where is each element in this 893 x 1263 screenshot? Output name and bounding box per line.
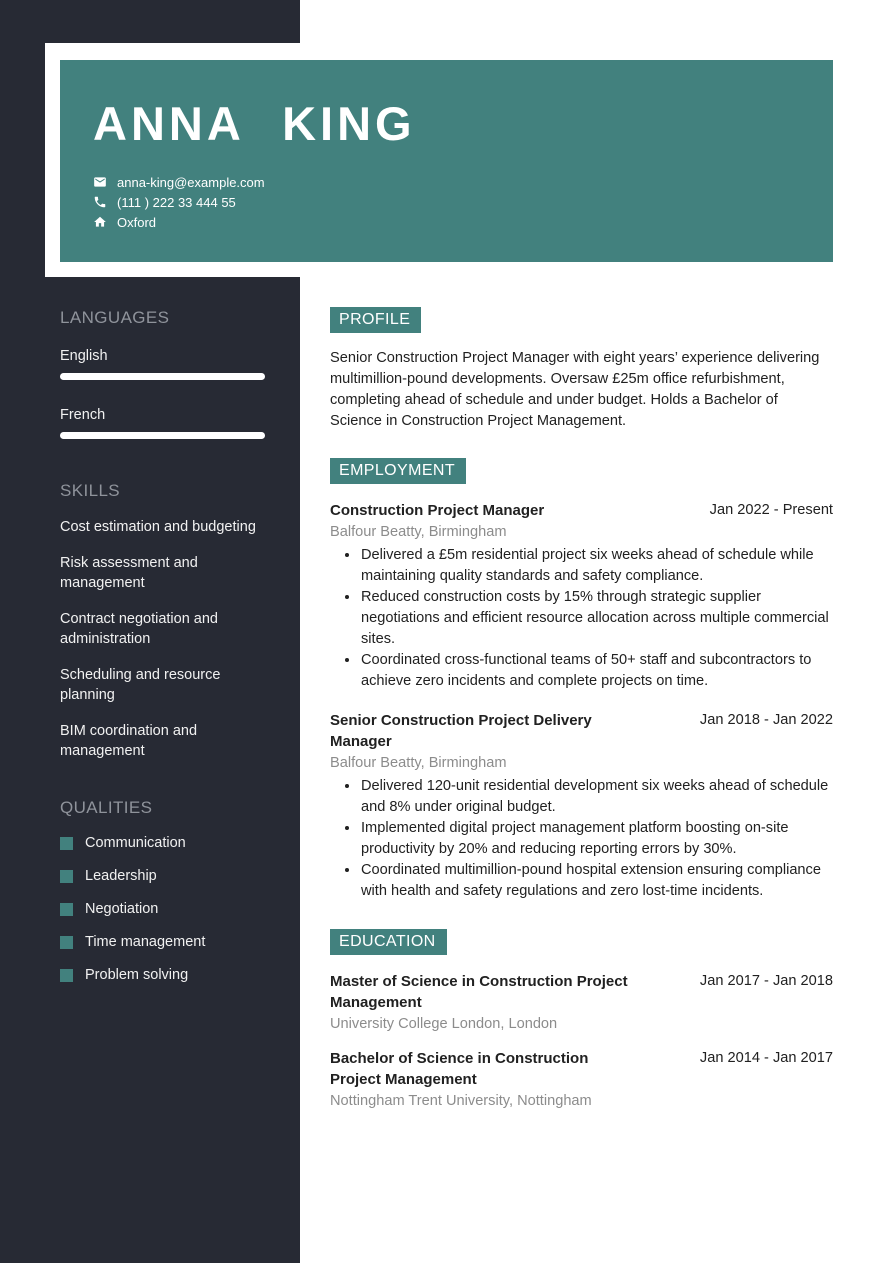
skill-item: BIM coordination and management xyxy=(60,723,198,759)
language-level-fill xyxy=(60,373,265,380)
quality-label: Communication xyxy=(85,835,186,851)
quality-label: Time management xyxy=(85,934,206,950)
quality-item xyxy=(60,868,265,884)
job-date: Jan 2018 - Jan 2022 xyxy=(699,712,833,728)
job-title: Construction Project Manager xyxy=(330,502,545,519)
square-bullet-icon xyxy=(60,903,73,916)
contact-email-text: anna-king@example.com xyxy=(117,174,265,190)
job-bullet-list xyxy=(330,545,833,692)
skill-item: Risk assessment and management xyxy=(60,555,198,591)
square-bullet-icon xyxy=(60,870,73,883)
degree-date: Jan 2017 - Jan 2018 xyxy=(699,973,833,989)
job-bullet: • Delivered 120-unit residential development six weeks ahead of schedule and 8% under original budget. xyxy=(360,776,833,818)
job-bullet: • Delivered a £5m residential project six weeks ahead of schedule while maintaining quality standards and safety compliance. xyxy=(360,545,833,587)
degree-school: Nottingham Trent University, Nottingham xyxy=(330,1093,592,1109)
square-bullet-icon xyxy=(60,837,73,850)
qualities-heading: QUALITIES xyxy=(60,798,153,817)
person-name: ANNA KING xyxy=(93,97,416,150)
employment-section-heading: EMPLOYMENT xyxy=(330,458,466,484)
skill-item: Contract negotiation and administration xyxy=(60,611,218,647)
job-entry xyxy=(330,500,833,692)
profile-summary: Senior Construction Project Manager with eight years’ experience delivering multimillion-pound developments. Oversaw £25m office refurbishment, completing ahead of schedule and under budget. Holds a Bachelor of Science in Construction Project Management. xyxy=(330,350,820,429)
job-bullet-list xyxy=(330,776,833,902)
language-item xyxy=(60,407,265,439)
job-date: Jan 2022 - Present xyxy=(709,502,833,518)
job-bullet: • Coordinated multimillion-pound hospital extension ensuring compliance with health and safety regulations and zero lost-time incidents. xyxy=(360,860,833,902)
job-head xyxy=(330,710,833,752)
job-company: Balfour Beatty, Birmingham xyxy=(330,524,507,540)
profile-section-heading: PROFILE xyxy=(330,307,421,333)
skill-item: Cost estimation and budgeting xyxy=(60,519,256,535)
language-name: French xyxy=(60,407,106,423)
education-entry xyxy=(330,1048,833,1111)
degree-title: Bachelor of Science in Construction Project Management xyxy=(330,1050,589,1088)
job-bullet: • Reduced construction costs by 15% through strategic supplier negotiations and efficient resource allocation across multiple commercial sites. xyxy=(360,587,833,650)
contact-location-text: Oxford xyxy=(117,214,157,230)
quality-item xyxy=(60,934,265,950)
quality-item xyxy=(60,967,265,983)
education-head xyxy=(330,971,833,1013)
contact-phone-text: (111 ) 222 33 444 55 xyxy=(117,194,236,210)
language-level-bar xyxy=(60,373,265,380)
quality-label: Negotiation xyxy=(85,901,159,917)
job-title: Senior Construction Project Delivery Manager xyxy=(330,712,592,750)
job-bullet: • Coordinated cross-functional teams of 50+ staff and subcontractors to achieve zero incidents and complete projects on time. xyxy=(360,650,833,692)
quality-label: Leadership xyxy=(85,868,157,884)
skills-heading: SKILLS xyxy=(60,481,121,500)
home-icon xyxy=(93,215,107,229)
job-company: Balfour Beatty, Birmingham xyxy=(330,755,507,771)
phone-icon xyxy=(93,195,107,209)
job-head xyxy=(330,500,833,521)
job-bullet: • Implemented digital project management platform boosting on-site productivity by 20% and reducing reporting errors by 30%. xyxy=(360,818,833,860)
degree-date: Jan 2014 - Jan 2017 xyxy=(699,1050,833,1066)
language-item xyxy=(60,348,265,380)
degree-school: University College London, London xyxy=(330,1016,558,1032)
education-section-heading: EDUCATION xyxy=(330,929,447,955)
education-entry xyxy=(330,971,833,1034)
main-column xyxy=(330,0,833,1111)
languages-heading: LANGUAGES xyxy=(60,308,170,327)
education-head xyxy=(330,1048,833,1090)
square-bullet-icon xyxy=(60,969,73,982)
language-level-bar xyxy=(60,432,265,439)
skill-item: Scheduling and resource planning xyxy=(60,667,221,703)
language-level-fill xyxy=(60,432,265,439)
language-name: English xyxy=(60,348,108,364)
job-entry xyxy=(330,710,833,902)
quality-item xyxy=(60,835,265,851)
square-bullet-icon xyxy=(60,936,73,949)
quality-label: Problem solving xyxy=(85,967,189,983)
quality-item xyxy=(60,901,265,917)
degree-title: Master of Science in Construction Project Management xyxy=(330,973,628,1011)
email-icon xyxy=(93,175,107,189)
